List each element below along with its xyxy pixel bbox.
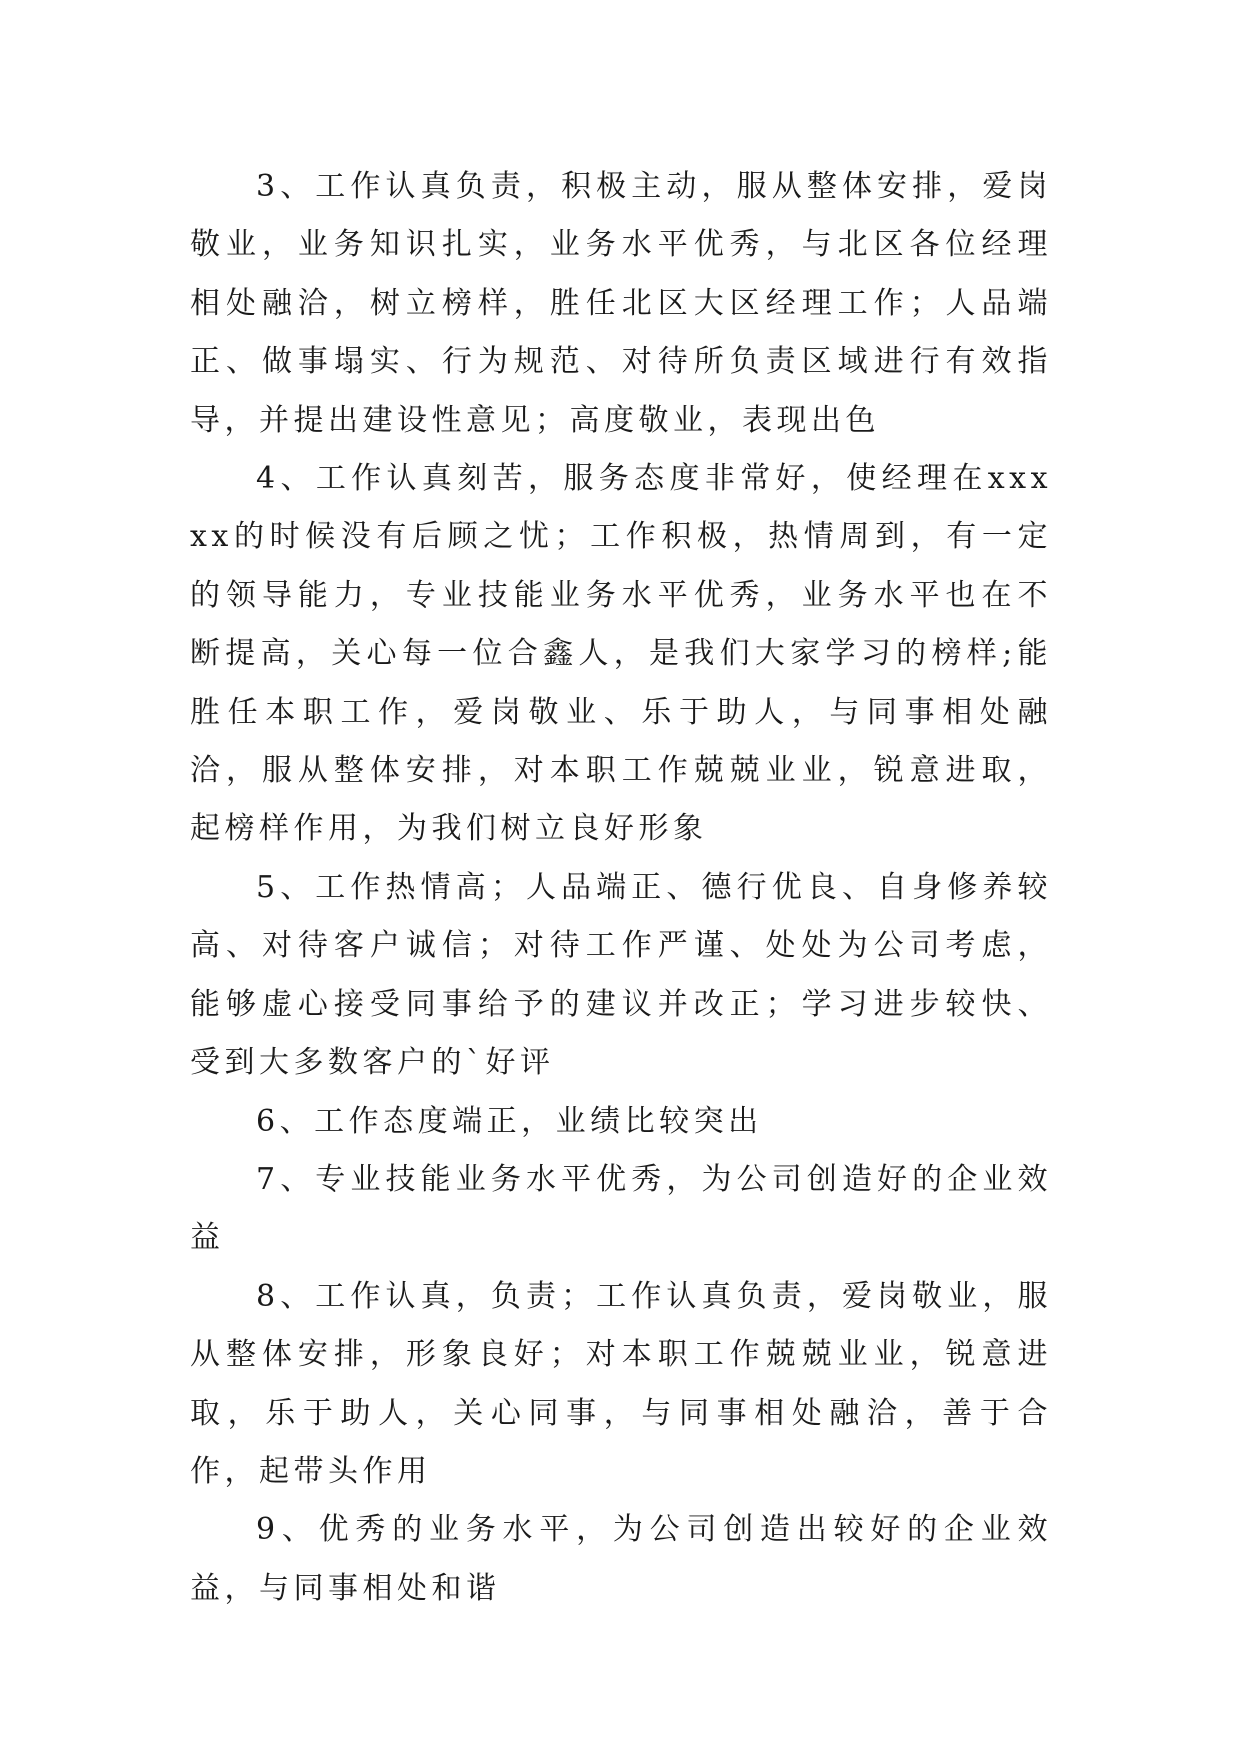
paragraph-item-6: 6、工作态度端正，业绩比较突出 bbox=[256, 1103, 763, 1139]
paragraph-item-5: 5、工作热情高；人品端正、德行优良、自身修养较高、对待客户诚信；对待工作严谨、处处为公司考虑，能够虚心接受同事给予的建议并改正；学习进步较快、受到大多数客户的`好评 bbox=[190, 869, 1052, 1081]
paragraph-item-8: 8、工作认真，负责；工作认真负责，爱岗敬业，服从整体安排，形象良好；对本职工作兢兢业业，锐意进取，乐于助人，关心同事，与同事相处融洽，善于合作，起带头作用 bbox=[190, 1278, 1052, 1489]
paragraph-item-3: 3、工作认真负责，积极主动，服从整体安排，爱岗敬业，业务知识扎实，业务水平优秀，与北区各位经理相处融洽，树立榜样，胜任北区大区经理工作；人品端正、做事塌实、行为规范、对待所负责区域进行有效指导，并提出建设性意见；高度敬业，表现出色 bbox=[190, 169, 1052, 438]
paragraph-item-4: 4、工作认真刻苦，服务态度非常好，使经理在xxxxx的时候没有后顾之忧；工作积极，热情周到，有一定的领导能力，专业技能业务水平优秀，业务水平也在不断提高，关心每一位合鑫人，是我们大家学习的榜样;能胜任本职工作，爱岗敬业、乐于助人，与同事相处融洽，服从整体安排，对本职工作兢兢业业，锐意进取，起榜样作用，为我们树立良好形象 bbox=[190, 461, 1052, 847]
paragraph-item-9: 9、优秀的业务水平，为公司创造出较好的企业效益，与同事相处和谐 bbox=[190, 1512, 1052, 1606]
paragraph-item-7: 7、专业技能业务水平优秀，为公司创造好的企业效益 bbox=[190, 1161, 1052, 1256]
document-body bbox=[190, 158, 1052, 1618]
